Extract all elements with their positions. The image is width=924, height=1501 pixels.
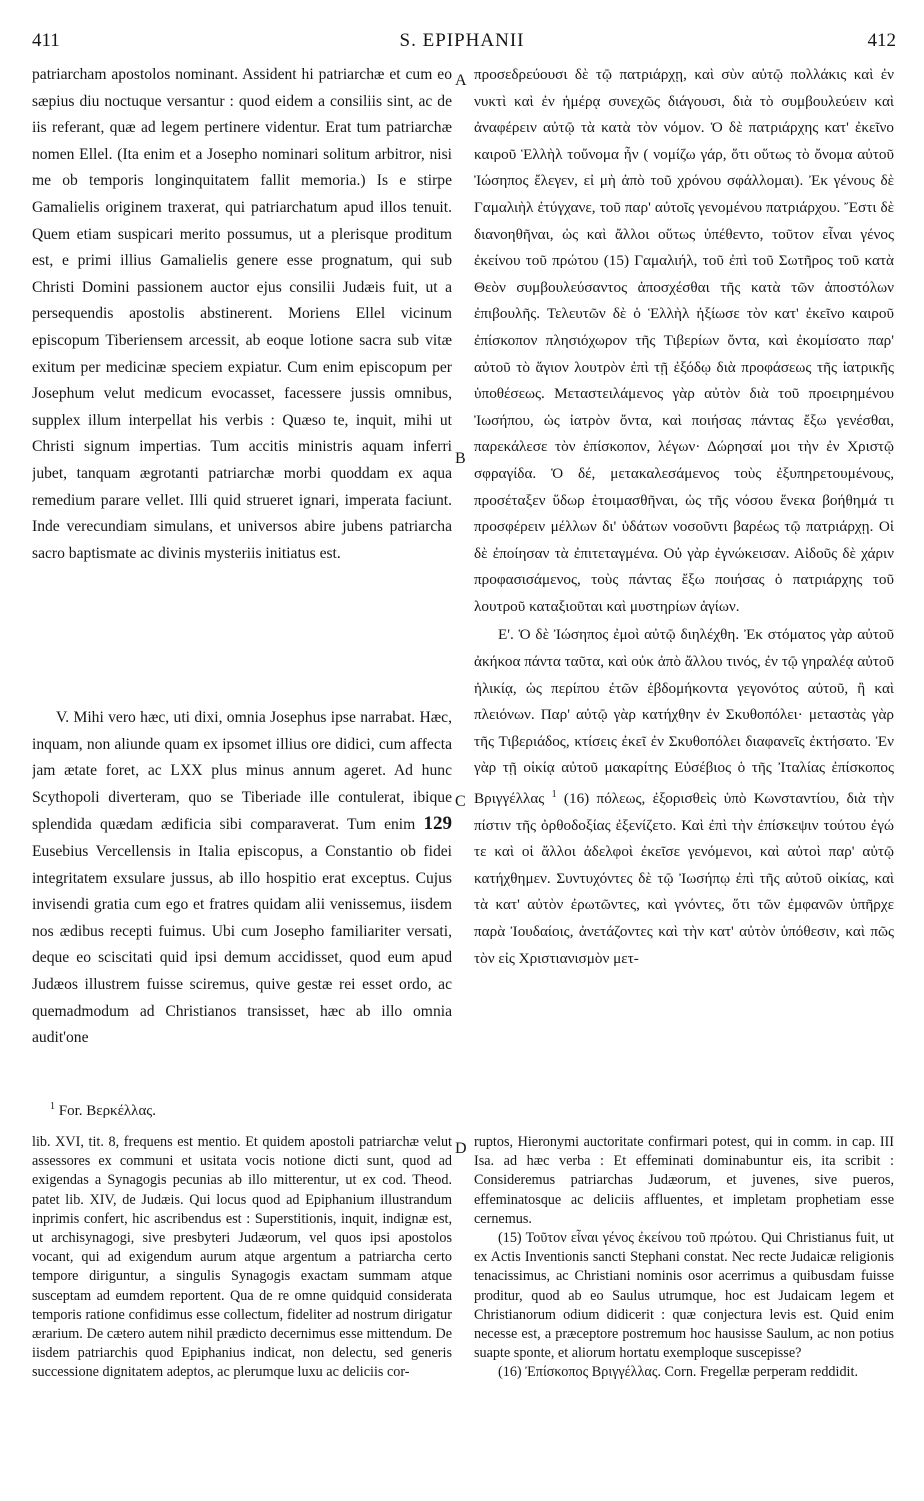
notes-right-paragraph-3: (16) Ἐπίσκοπος Βριγγέλλας. Corn. Fregellæ perperam reddidit. [498, 1364, 858, 1381]
notes-right-paragraph-2: (15) Τοῦτον εἶναι γένος ἐκείνου τοῦ πρώτου. Qui Christianus fuit, ut ex Actis Inventionis sancti Stephani constat. Nec recte Judaicæ religionis tenacissimus, ac Christiani nominis osor acerrimus a quibusdam fuisse proditur, quod ab eo Saulus utrumque, hoc est Judaicam legem et Christianorum odium didicerit : quæ conjectura levis est. Quid enim necesse est, a præceptore postremum hoc hausisse Saulum, ac non potius suapte sponte, et aliorum hortatu exemploque suscepisse? [474, 1230, 894, 1362]
latin-column-section-5 [32, 705, 452, 1089]
latin-column-top [32, 62, 452, 668]
running-title: S. EPIPHANII [399, 30, 525, 51]
notes-right-column [474, 1133, 894, 1493]
notes-left-column [32, 1133, 452, 1493]
latin-paragraph-2-part-1: V. Mihi vero hæc, uti dixi, omnia Josephus ipse narrabat. Hæc, inquam, non aliunde quam ex ipsomet illius ore didici, cum affecta jam ætate foret, ac LXX plus minus annum ageret. Ad hunc Scythopoli diverteram, quo se Tiberiade ille contulerat, ibique splendida quædam ædificia sibi comparaverat. Tum enim [32, 709, 452, 834]
greek-column [474, 62, 894, 1098]
footnote-reference: 1 [551, 789, 557, 801]
marker-a: A [455, 72, 467, 89]
greek-paragraph-2-part-2: (16) πόλεως, ἐξορισθεὶς ὑπὸ Κωνσταντίου, διὰ τὴν πίστιν τῆς ὀρθοδοξίας ἐξενίζετο. Καὶ ἐπὶ τὴν ἐπίσκεψιν τούτου ἐγώ τε καὶ οἱ ἄλλοι ἀδελφοὶ ἐκεῖσε γενόμενοι, καὶ αὐτοὶ παρ' αὐτῷ κατήχθημεν. Συντυχόντες δὲ τῷ Ἰωσήπῳ ἐπὶ τῆς αὐτοῦ οἰκίας, καὶ τὰ κατ' αὐτὸν ἐρωτῶντες, καὶ γνόντες, ὅτι τῶν ἐμφανῶν ὑπῆρχε παρὰ Ἰουδαίοις, ἀνετάζοντες καὶ τὴν κατ' αὐτὸν ὑπόθεσιν, καὶ πῶς τὸν εἰς Χριστιανισμὸν μετ- [474, 790, 894, 967]
greek-paragraph-2-part-1: Ε'. Ὁ δὲ Ἰώσηπος ἐμοὶ αὐτῷ διηλέχθη. Ἐκ στόματος γὰρ αὐτοῦ ἀκήκοα πάντα ταῦτα, καὶ οὐκ ἀπὸ ἄλλου τινός, ἐν τῷ γηραλέᾳ αὐτοῦ ἡλικίᾳ, ὡς περίπου ἐτῶν ἑβδομήκοντα γεγονότος αὐτοῦ, ἢ καὶ πλειόνων. Παρ' αὐτῷ γὰρ κατήχθην ἐν Σκυθοπόλει· μεταστὰς γὰρ τῆς Τιβεριάδος, κτίσεις ἐκεῖ ἐν Σκυθοπόλει διαφανεῖς ἐκτήσατο. Ἐν γὰρ τῇ οἰκίᾳ αὐτοῦ μακαρίτης Εὐσέβιος ὁ τῆς Ἰταλίας ἐπίσκοπος Βριγγέλλας [474, 626, 894, 808]
greek-paragraph-2 [474, 622, 894, 972]
footnote-number: 1 [50, 1101, 55, 1112]
left-page-number: 411 [32, 30, 60, 51]
latin-paragraph-2 [32, 705, 452, 1052]
column-number-marker: 129 [423, 813, 452, 835]
notes-right-paragraph-1: ruptos, Hieronymi auctoritate confirmari potest, qui in comm. in cap. III Isa. ad hæc verba : Et effeminati dominabuntur eis, ita scribit : Consideremus patriarchas Judæorum, et juvenes, sive pueros, effeminatosque ac deliciis affluentes, et impletam prophetiam esse cernemus. [474, 1134, 894, 1227]
footnote-text: For. Βερκέλλας. [58, 1103, 157, 1119]
footnote [50, 1101, 156, 1120]
greek-paragraph-1: προσεδρεύουσι δὲ τῷ πατριάρχῃ, καὶ σὺν αὐτῷ πολλάκις καὶ ἐν νυκτὶ καὶ ἐν ἡμέρᾳ συνεχῶς διάγουσι, διὰ τὸ συμβουλεύειν καὶ ἀναφέρειν αὐτῷ τὰ κατὰ τὸν νόμον. Ὁ δὲ πατριάρχης κατ' ἐκεῖνο καιροῦ Ἑλλὴλ τοὔνομα ἦν ( νομίζω γάρ, ὅτι οὕτως τὸ ὄνομα αὐτοῦ Ἰώσηπος ἔλεγεν, εἰ μὴ ἀπὸ τοῦ χρόνου σφάλλομαι). Ἐκ γένους δὲ Γαμαλιὴλ ἐτύγχανε, τοῦ παρ' αὐτοῖς γενομένου πατριάρχου. Ἔστι δὲ διανοηθῆναι, ὡς καὶ ἄλλοι οὕτως ὑπέθεντο, τοῦτον εἶναι γένος ἐκείνου τοῦ πρώτου (15) Γαμαλιήλ, τοῦ ἐπὶ τοῦ Σωτῆρος τοῦ κατὰ Θεὸν συμβουλεύσαντος ἀποσχέσθαι τῆς κατὰ τῶν ἀποστόλων ἐπιβουλῆς. Τελευτῶν δὲ ὁ Ἑλλὴλ ἠξίωσε τὸν κατ' ἐκεῖνο καιροῦ ἐπίσκοπον πλησιόχωρον τῆς Τιβερίων ὄντα, καὶ ἐκομίσατο παρ' αὐτοῦ τὸ ἅγιον λουτρὸν ἐπὶ τῇ ἐξόδῳ διὰ προφάσεως τῆς ἰατρικῆς ὑποθέσεως. Μεταστειλάμενος γὰρ αὐτὸν διὰ τοῦ προειρημένου Ἰωσήπου, ὡς ἰατρὸν ὄντα, καὶ ποιήσας πάντας ἔξω γενέσθαι, παρεκάλεσε τὸν ἐπίσκοπον, λέγων· Δώρησαί μοι τὴν ἐν Χριστῷ σφραγίδα. Ὁ δέ, μετακαλεσάμενος τοὺς ἐξυπηρετουμένους, προσέταξεν ὕδωρ ἑτοιμασθῆναι, ὡς τῆς νόσου ἕνεκα βοήθημά τι προσφέρειν μέλλων δι' ὑδάτων νοσοῦντι βαρέως τῷ πατριάρχῃ. Οἱ δὲ ἐποίησαν τὰ ἐπιτεταγμένα. Οὐ γὰρ ἐγνώκεισαν. Αἰδοῦς δὲ χάριν προφασισάμενος, τοὺς πάντας ἔξω ποιήσας ὁ πατριάρχης τοῦ λουτροῦ καταξιοῦται καὶ μυστηρίων ἁγίων. [474, 66, 894, 615]
marker-d: D [455, 1140, 467, 1157]
right-page-number: 412 [867, 30, 896, 51]
latin-paragraph-2-part-2: Eusebius Vercellensis in Italia episcopus, a Constantio ob fidei integritatem exsulare jussus, ab illo hospitio erat exceptus. Cujus invisendi gratia cum ego et fratres quidam alii venissemus, iisdem nos ædibus recepti fuimus. Ubi cum Josepho familiariter versati, deque eo sciscitati quid ipsi demum accidisset, quod eum apud Judæos illustrem fuisse sciremus, quive gestæ rei esset ordo, ac quemadmodum ad Christianos transisset, hæc ab illo omnia audit'one [32, 842, 452, 1047]
marker-b: B [455, 450, 466, 467]
notes-left-text: lib. XVI, tit. 8, frequens est mentio. Et quidem apostoli patriarchæ velut assessores ex communi et usitata vocis notione dicti sunt, quod ad exigendas a Synagogis pecunias ab illo mitterentur, ut ex cod. Theod. patet lib. XIV, de Judæis. Qui locus quod ad Epiphanium illustrandum inprimis confert, hic ascribendus est : Superstitionis, inquit, indignæ est, ut archisynagogi, sive presbyteri Judæorum, vel quos ipsi apostolos vocant, qui ad exigendum aurum atque argentum a patriarcha certo tempore diriguntur, a singulis Synagogis exactam summam atque susceptam ad eumdem reportent. Qua de re omne quidquid considerata temporis ratione confidimus esse collectum, fideliter ad nostrum dirigatur ærarium. De cætero autem nihil prædicto decernimus esse mittendum. De iisdem patriarchis quod Epiphanius indicat, non delectu, sed generis successione dignitatem adeptos, ac plerumque luxu ac deliciis cor- [32, 1134, 452, 1381]
marker-c: C [455, 793, 466, 810]
latin-paragraph-1: patriarcham apostolos nominant. Assident hi patriarchæ et cum eo sæpius diu noctuque versantur : quod eidem a consiliis sint, ac de iis referant, quæ ad legem pertinere videntur. Erat tum patriarchæ nomen Ellel. (Ita enim et a Josepho nominari solitum arbitror, nisi me ob temporis longinquitatem fallit memoria.) Is e stirpe Gamalielis originem traxerat, qui patriarchatum apud illos tenuit. Quem etiam suspicari merito possumus, ut a plerisque proditum est, e primi illius Gamalielis genere esse prognatum, qui sub Christi Domini passionem auctor ejus consilii Judæis fuit, ut a persequendis apostolis abstinerent. Moriens Ellel vicinum episcopum Tiberiensem arcessit, ab eoque lotione sacra sub vitæ exitum per medicinæ speciem expiatur. Cum enim episcopum per Josephum velut medicum evocasset, facessere jussis omnibus, supplex illum interpellat his verbis : Quæso te, inquit, mihi ut Christi signum impertias. Tum accitis ministris aquam inferri jubet, tanquam ægrotanti patriarchæ morbi quoddam ex aqua remedium parare vellet. Illi quid strueret ignari, imperata faciunt. Inde verecundiam simulans, et universos abire jubens patriarcha sacro baptismate ac divinis mysteriis initiatus est. [32, 66, 452, 562]
